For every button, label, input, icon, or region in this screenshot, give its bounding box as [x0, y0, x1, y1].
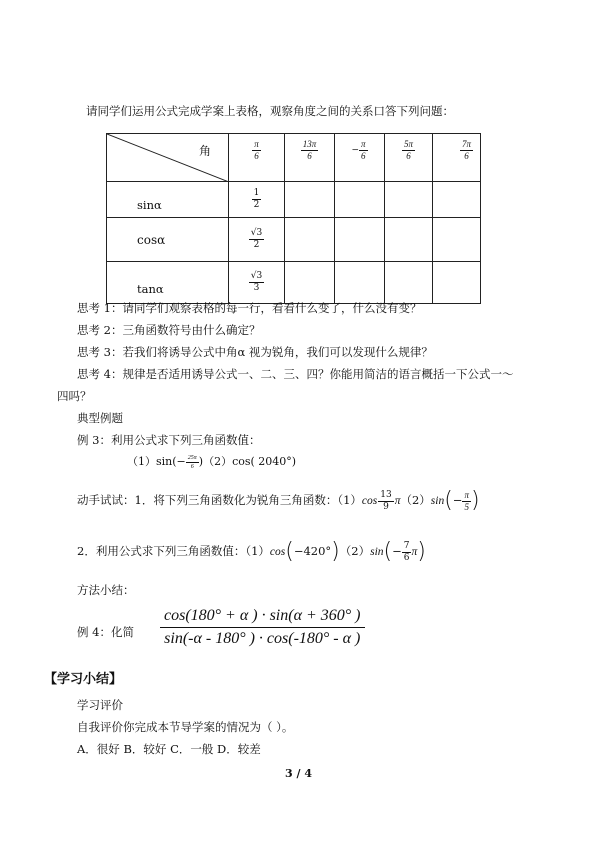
angle-header: $\frac{\pi}{6}$: [229, 134, 285, 182]
learning-evaluation-label: 学习评价: [77, 698, 123, 712]
think-1: 思考 1：请同学们观察表格的每一行，看看什么变了，什么没有变？: [77, 301, 422, 315]
method-summary-label: 方法小结：: [77, 583, 135, 597]
think-2: 思考 2：三角函数符号由什么确定？: [77, 323, 261, 337]
value-cell: $\frac{√3}{3}$: [229, 262, 285, 304]
row-label: cosα: [107, 218, 229, 262]
evaluation-options: A．很好 B．较好 C．一般 D．较差: [77, 742, 261, 756]
think-4: 思考 4：规律是否适用诱导公式一、二、三、四？你能用简洁的语言概括一下公式一～: [77, 367, 514, 381]
observation-table: [106, 133, 481, 304]
angle-header: $\frac{13\pi}{6}$: [285, 134, 335, 182]
page-number: 3 / 4: [285, 767, 312, 780]
trial-2: 2．利用公式求下列三角函数值：（1）cos(−420°)（2）sin(− $\frac{7}{6}$ π): [77, 539, 426, 564]
trial-1: 动手试试：1．将下列三角函数化为锐角三角函数：（1）cos $\frac{13}{9}$ π（2）sin(− $\frac{\pi}{5}$ ): [77, 488, 480, 513]
example-4-label: 例 4：化简: [77, 625, 134, 639]
typical-examples-heading: 典型例题: [77, 411, 123, 425]
table-row: [107, 218, 481, 262]
learning-summary-heading: 【学习小结】: [44, 672, 123, 687]
value-cell: $\frac{√3}{2}$: [229, 218, 285, 262]
table-row: [107, 262, 481, 304]
row-label: tanα: [107, 262, 229, 304]
think-4-continued: 四吗？: [57, 389, 92, 403]
value-cell: $\frac{1}{2}$: [229, 182, 285, 218]
angle-header: − $\frac{\pi}{6}$: [335, 134, 385, 182]
table-row: [107, 182, 481, 218]
table-corner-cell: [107, 134, 229, 182]
intro-text: 请同学们运用公式完成学案上表格，观察角度之间的关系口答下列问题：: [86, 104, 454, 118]
angle-header: $\frac{7\pi}{6}$: [433, 134, 481, 182]
self-evaluation-question: 自我评价你完成本节导学案的情况为（ ）。: [77, 720, 294, 734]
example-4-expression: $\frac{\cos(180^\circ + \alpha ) \cdot \sin(\alpha + 360^\circ )}{\sin(-\alpha - 180^\circ ) \cdot \cos(-180^\circ - \alpha )}$: [160, 608, 365, 647]
think-3: 思考 3：若我们将诱导公式中角α 视为锐角，我们可以发现什么规律？: [77, 345, 433, 359]
angle-header: $\frac{5\pi}{6}$: [385, 134, 433, 182]
corner-label: 角: [199, 144, 212, 158]
row-label: sinα: [107, 182, 229, 218]
example-3-items: （1）sin(− $\frac{25\pi}{6}$ )（2）cos( 2040°): [127, 454, 297, 470]
example-3-title: 例 3：利用公式求下列三角函数值：: [77, 433, 261, 447]
